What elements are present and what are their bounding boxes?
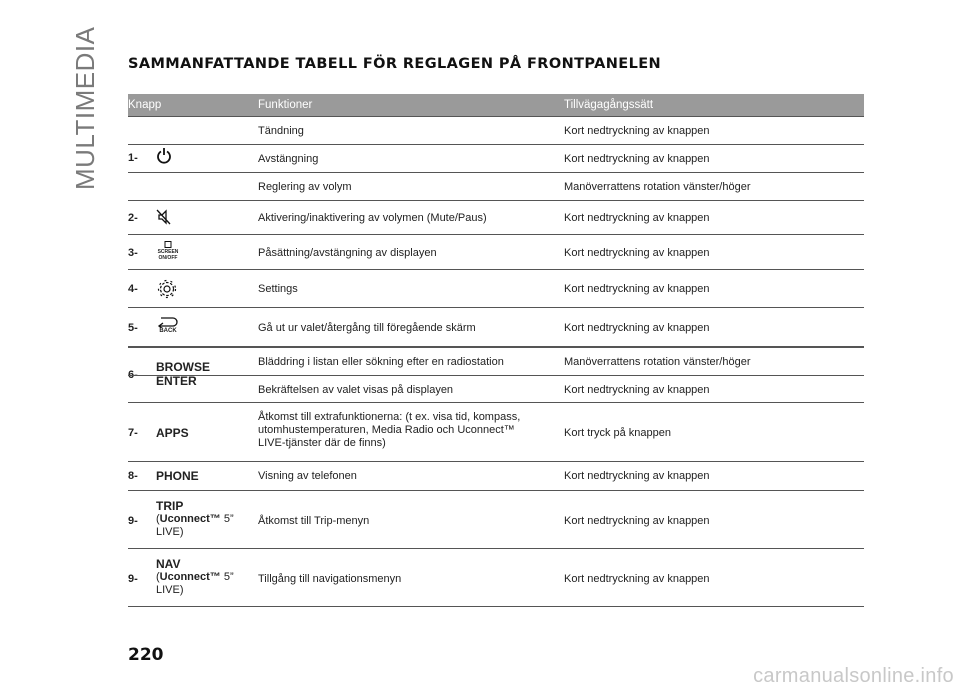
table-row	[128, 235, 864, 270]
key-size: 5”	[220, 513, 234, 525]
procedure-text: Manöverrattens rotation vänster/höger	[564, 181, 751, 193]
function-text: Bläddring i listan eller sökning efter en radiostation	[258, 356, 504, 368]
function-text: Avstängning	[258, 153, 319, 165]
procedure-text: Kort nedtryckning av knappen	[564, 125, 710, 137]
header-function: Funktioner	[258, 99, 313, 111]
key-label	[156, 499, 234, 539]
row-number: 3-	[128, 247, 138, 259]
function-text: Settings	[258, 283, 298, 295]
screen-onoff-icon	[156, 241, 180, 261]
procedure-text: Kort nedtryckning av knappen	[564, 283, 710, 295]
row-number: 2-	[128, 212, 138, 224]
table-row	[128, 491, 864, 549]
row-sub	[128, 347, 864, 375]
mute-icon	[156, 209, 172, 225]
row-number: 7-	[128, 427, 138, 439]
row-number: 5-	[128, 322, 138, 334]
function-text: Aktivering/inaktivering av volymen (Mute/Paus)	[258, 212, 487, 224]
function-line: utomhustemperaturen, Media Radio och Uconnect™	[258, 424, 515, 436]
table-row	[128, 549, 864, 607]
procedure-text: Manöverrattens rotation vänster/höger	[564, 356, 751, 368]
key-size: 5”	[220, 571, 234, 583]
procedure-text: Kort nedtryckning av knappen	[564, 470, 710, 482]
row-sub	[128, 144, 864, 172]
key-label-line: BROWSE	[156, 360, 210, 374]
key-brand: Uconnect™	[159, 513, 221, 525]
row-number: 9-	[128, 573, 138, 585]
key-label-line: TRIP	[156, 499, 184, 513]
table-header	[128, 94, 864, 116]
row-sub	[128, 375, 864, 403]
header-key: Knapp	[128, 99, 162, 111]
row-number: 4-	[128, 283, 138, 295]
function-text: Visning av telefonen	[258, 470, 357, 482]
settings-gear-icon	[156, 278, 178, 300]
function-text: Tillgång till navigationsmenyn	[258, 573, 402, 585]
function-text: Gå ut ur valet/återgång till föregående skärm	[258, 322, 476, 334]
procedure-text: Kort nedtryckning av knappen	[564, 573, 710, 585]
back-icon	[156, 316, 180, 335]
controls-table	[128, 94, 864, 607]
key-label: PHONE	[156, 469, 199, 483]
icon-caption: ON/OFF	[158, 255, 178, 261]
key-brand: Uconnect™	[159, 571, 221, 583]
key-label-line: LIVE)	[156, 526, 184, 538]
function-line: LIVE-tjänster där de finns)	[258, 437, 386, 449]
key-label-line: LIVE)	[156, 584, 184, 596]
table-row	[128, 403, 864, 462]
section-sidebar-label	[70, 26, 110, 190]
function-text: Reglering av volym	[258, 181, 352, 193]
procedure-text: Kort nedtryckning av knappen	[564, 384, 710, 396]
key-label-line: ENTER	[156, 374, 197, 388]
procedure-text: Kort nedtryckning av knappen	[564, 515, 710, 527]
row-sub	[128, 172, 864, 201]
table-row	[128, 462, 864, 491]
function-text: Tändning	[258, 125, 304, 137]
key-paren: (	[156, 571, 160, 583]
row-number: 9-	[128, 515, 138, 527]
table-row	[128, 347, 864, 403]
table-row	[128, 270, 864, 308]
watermark: carmanualsonline.info	[753, 665, 954, 687]
table-row	[128, 116, 864, 201]
function-line: Åtkomst till extrafunktionerna: (t ex. visa tid, kompass,	[258, 411, 521, 423]
key-label: APPS	[156, 426, 189, 440]
header-procedure: Tillvägagångssätt	[564, 99, 654, 111]
procedure-text: Kort nedtryckning av knappen	[564, 212, 710, 224]
procedure-text: Kort tryck på knappen	[564, 427, 672, 439]
function-text: Påsättning/avstängning av displayen	[258, 247, 437, 259]
key-label	[156, 557, 234, 597]
key-label-line: NAV	[156, 557, 181, 571]
procedure-text: Kort nedtryckning av knappen	[564, 322, 710, 334]
procedure-text: Kort nedtryckning av knappen	[564, 247, 710, 259]
function-text: Åtkomst till Trip-menyn	[258, 515, 370, 527]
function-text	[258, 411, 520, 450]
table-row	[128, 308, 864, 347]
table-row	[128, 201, 864, 235]
procedure-text: Kort nedtryckning av knappen	[564, 153, 710, 165]
page-number: 220	[128, 645, 164, 665]
section-title: MULTIMEDIA	[70, 26, 100, 190]
page-heading: SAMMANFATTANDE TABELL FÖR REGLAGEN PÅ FRONTPANELEN	[128, 56, 662, 72]
key-paren: (	[156, 513, 160, 525]
row-number: 1-	[128, 152, 138, 164]
row-sub	[128, 116, 864, 144]
function-text: Bekräftelsen av valet visas på displayen	[258, 384, 454, 396]
row-number: 6-	[128, 369, 138, 381]
icon-caption: BACK	[159, 328, 177, 334]
row-number: 8-	[128, 470, 138, 482]
icon-caption: SCREEN	[157, 249, 179, 255]
